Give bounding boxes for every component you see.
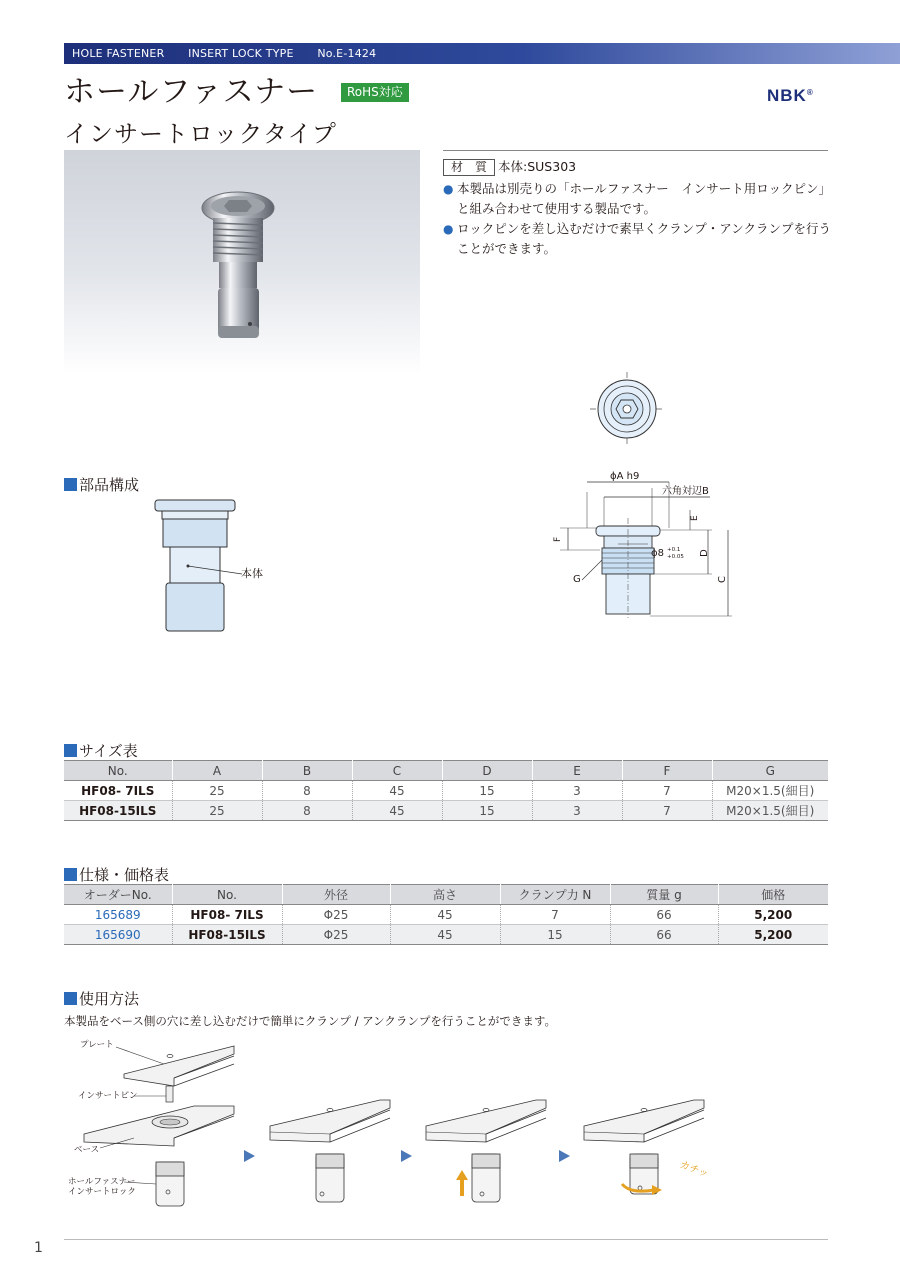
material-label: 材 質 [443, 159, 495, 176]
base-label: ベース [74, 1145, 100, 1155]
table-cell: 45 [352, 781, 442, 801]
dim-g-label: G [573, 574, 581, 585]
spec-divider [443, 150, 828, 151]
footer-divider [64, 1239, 828, 1240]
column-header: D [442, 761, 532, 781]
column-header: 価格 [718, 885, 828, 905]
usage-heading [64, 988, 139, 1009]
column-header: クランプ力 N [500, 885, 610, 905]
dim-phi8-label: ϕ8 [651, 548, 664, 559]
column-header: 外径 [282, 885, 390, 905]
order-number-link[interactable]: 165690 [64, 925, 172, 945]
column-header: No. [64, 761, 172, 781]
dim-tol-upper: +0.1 [667, 547, 681, 553]
registered-mark: ® [806, 88, 814, 97]
product-photo [64, 150, 420, 375]
feature-list [443, 179, 831, 259]
usage-step-1 [68, 1040, 234, 1206]
table-cell: 15 [442, 781, 532, 801]
usage-step-3 [426, 1100, 546, 1202]
dim-e-label: E [690, 515, 700, 521]
dim-a-label: ϕA h9 [610, 471, 640, 482]
table-cell: HF08-15ILS [172, 925, 282, 945]
product-illustration [64, 150, 420, 375]
table-cell: 15 [442, 801, 532, 821]
column-header: B [262, 761, 352, 781]
table-cell: 45 [390, 925, 500, 945]
column-header: 質量 g [610, 885, 718, 905]
catalog-number: No.E-1424 [317, 47, 377, 60]
table-row [64, 801, 828, 821]
header-bar [64, 43, 900, 64]
table-cell: HF08-15ILS [64, 801, 172, 821]
table-cell: 66 [610, 905, 718, 925]
page-subtitle: インサートロックタイプ [64, 120, 337, 148]
table-row [64, 781, 828, 801]
product-label-line1: ホールファスナー [68, 1177, 136, 1187]
size-table [64, 760, 828, 821]
table-row [64, 905, 828, 925]
table-cell: 8 [262, 781, 352, 801]
price-cell: 5,200 [718, 925, 828, 945]
type-label: INSERT LOCK TYPE [188, 47, 294, 60]
column-header: 高さ [390, 885, 500, 905]
size-table-heading [64, 740, 138, 761]
table-cell: Φ25 [282, 925, 390, 945]
table-cell: 7 [622, 801, 712, 821]
column-header: オーダーNo. [64, 885, 172, 905]
table-cell: 3 [532, 781, 622, 801]
parts-heading-text: 部品構成 [79, 476, 140, 494]
table-cell: 3 [532, 801, 622, 821]
product-label-line2: インサートロック [68, 1187, 136, 1197]
table-cell: HF08- 7ILS [64, 781, 172, 801]
table-cell: 45 [390, 905, 500, 925]
usage-step-2 [270, 1100, 390, 1202]
dim-d-label: D [699, 549, 710, 557]
top-view-drawing [588, 370, 666, 448]
column-header: F [622, 761, 712, 781]
insert-pin-label: インサートピン [78, 1091, 138, 1101]
table-header-row [64, 761, 828, 781]
usage-step-4 [584, 1100, 710, 1195]
table-cell: 7 [622, 781, 712, 801]
table-cell: HF08- 7ILS [172, 905, 282, 925]
table-cell: 25 [172, 801, 262, 821]
rohs-badge: RoHS対応 [341, 83, 409, 102]
size-table-heading-text: サイズ表 [79, 742, 138, 760]
table-cell: 66 [610, 925, 718, 945]
price-table-heading-text: 仕様・価格表 [79, 866, 170, 884]
page-title: ホールファスナー [64, 74, 319, 110]
step-arrow-icon [401, 1150, 412, 1162]
table-cell: M20×1.5(細目) [712, 781, 828, 801]
feature-item: ● 本製品は別売りの「ホールファスナー インサート用ロックピン」と組み合わせて使用する製品です。 [443, 179, 831, 219]
usage-diagram [64, 1034, 744, 1214]
table-cell: Φ25 [282, 905, 390, 925]
order-number-link[interactable]: 165689 [64, 905, 172, 925]
table-row [64, 925, 828, 945]
table-header-row [64, 885, 828, 905]
body-label: 本体 [241, 567, 263, 580]
table-cell: 45 [352, 801, 442, 821]
table-cell: 8 [262, 801, 352, 821]
usage-description: 本製品をベース側の穴に差し込むだけで簡単にクランプ / アンクランプを行うことができます。 [64, 1014, 556, 1028]
dim-c-label: C [717, 576, 728, 583]
parts-heading [64, 474, 139, 495]
dim-tol-lower: +0.05 [667, 554, 684, 560]
usage-heading-text: 使用方法 [79, 990, 140, 1008]
table-cell: 25 [172, 781, 262, 801]
material-spec [443, 157, 576, 176]
category-label: HOLE FASTENER [72, 47, 165, 60]
dim-b-label: 六角対辺B [662, 486, 709, 497]
page-number: 1 [34, 1240, 43, 1256]
click-sound-label: カチッ [678, 1159, 710, 1181]
table-cell: 15 [500, 925, 610, 945]
material-value: 本体:SUS303 [498, 159, 577, 174]
dimension-drawing [553, 468, 750, 628]
column-header: A [172, 761, 262, 781]
brand-logo [767, 86, 814, 106]
table-cell: M20×1.5(細目) [712, 801, 828, 821]
feature-item: ● ロックピンを差し込むだけで素早くクランプ・アンクランプを行うことができます。 [443, 219, 831, 259]
brand-name: NBK [767, 86, 807, 105]
plate-label: プレート [80, 1040, 114, 1050]
dim-f-label: F [553, 536, 563, 542]
step-arrow-icon [244, 1150, 255, 1162]
table-cell: 7 [500, 905, 610, 925]
column-header: G [712, 761, 828, 781]
column-header: E [532, 761, 622, 781]
price-table [64, 884, 828, 945]
price-cell: 5,200 [718, 905, 828, 925]
price-table-heading [64, 864, 169, 885]
column-header: No. [172, 885, 282, 905]
step-arrow-icon [559, 1150, 570, 1162]
column-header: C [352, 761, 442, 781]
push-up-arrow-icon [456, 1170, 468, 1196]
